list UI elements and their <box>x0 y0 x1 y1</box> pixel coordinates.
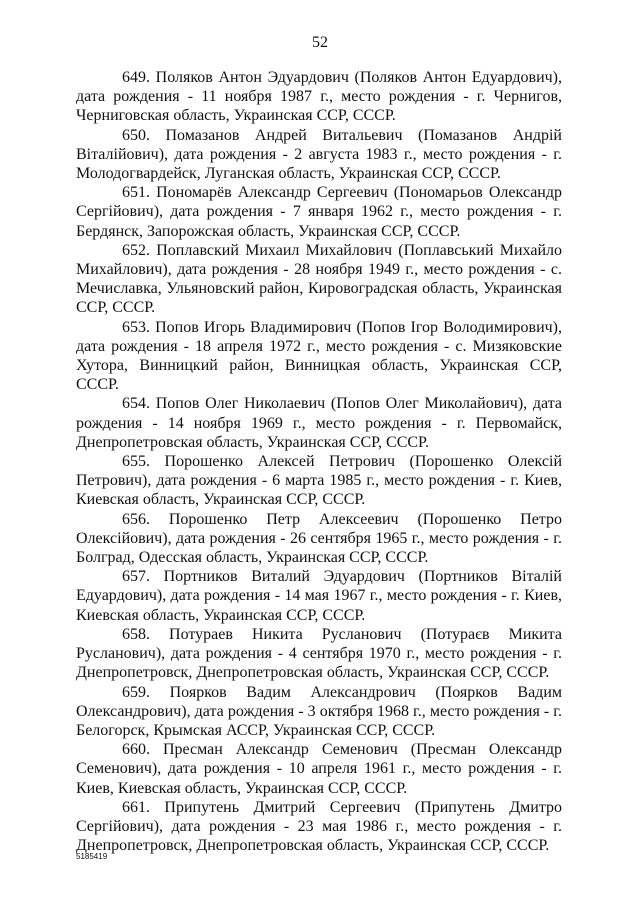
list-entry: 655. Порошенко Алексей Петрович (Порошенко Олексій Петрович), дата рождения - 6 марта 1985 г., место рождения - г. Киев, Киевская область, Украинская ССР, СССР. <box>76 453 562 509</box>
page-number: 52 <box>312 34 328 51</box>
list-entry: 658. Потураев Никита Русланович (Потураєв Микита Русланович), дата рождения - 4 сентября 1970 г., место рождения - г. Днепропетровск, Днепропетровская область, Украинская ССР, СССР. <box>76 625 562 682</box>
list-entry: 652. Поплавский Михаил Михайлович (Поплавський Михайло Михайлович), дата рождения - 28 ноября 1949 г., место рождения - с. Мечиславка, Ульяновский район, Кировоградская область, Украинская ССР, СССР. <box>76 241 562 317</box>
list-entry: 649. Поляков Антон Эдуардович (Поляков Антон Едуардович), дата рождения - 11 ноября 1987 г., место рождения - г. Чернигов, Черниговская область, Украинская ССР, СССР. <box>76 69 562 125</box>
list-entry: 653. Попов Игорь Владимирович (Попов Ігор Володимирович), дата рождения - 18 апреля 1972 г., место рождения - с. Мизяковские Хутора, Винницкий район, Винницкая область, Украинская ССР, СССР. <box>76 318 562 394</box>
list-entry: 650. Помазанов Андрей Витальевич (Помазанов Андрій Віталійович), дата рождения - 2 августа 1983 г., место рождения - г. Молодогвардейск, Луганская область, Украинская ССР, СССР. <box>76 126 562 183</box>
document-id: 5185419 <box>76 852 108 861</box>
list-entry: 651. Пономарёв Александр Сергеевич (Пономарьов Олександр Сергійович), дата рождения - 7 января 1962 г., место рождения - г. Бердянск, Запорожская область, Украинская ССР, СССР. <box>76 184 562 240</box>
list-entry: 659. Поярков Вадим Александрович (Поярков Вадим Олександрович), дата рождения - 3 октября 1968 г., место рождения - г. Белогорск, Крымская АССР, Украинская ССР, СССР. <box>76 683 562 739</box>
list-entry: 660. Пресман Александр Семенович (Пресман Олександр Семенович), дата рождения - 10 апреля 1961 г., место рождения - г. Киев, Киевская область, Украинская ССР, СССР. <box>76 741 562 797</box>
list-entry: 654. Попов Олег Николаевич (Попов Олег Миколайович), дата рождения - 14 ноября 1969 г., место рождения - г. Первомайск, Днепропетровская область, Украинская ССР, СССР. <box>76 395 562 451</box>
entry-list <box>76 68 562 855</box>
list-entry: 657. Портников Виталий Эдуардович (Портников Віталій Едуардович), дата рождения - 14 мая 1967 г., место рождения - г. Киев, Киевская область, Украинская ССР, СССР. <box>76 568 562 624</box>
list-entry: 656. Порошенко Петр Алексеевич (Порошенко Петро Олексійович), дата рождения - 26 сентября 1965 г., место рождения - г. Болград, Одесская область, Украинская ССР, СССР. <box>76 510 562 567</box>
list-entry: 661. Припутень Дмитрий Сергеевич (Припутень Дмитро Сергійович), дата рождения - 23 мая 1986 г., место рождения - г. Днепропетровск, Днепропетровская область, Украинская ССР, СССР. <box>76 798 562 855</box>
